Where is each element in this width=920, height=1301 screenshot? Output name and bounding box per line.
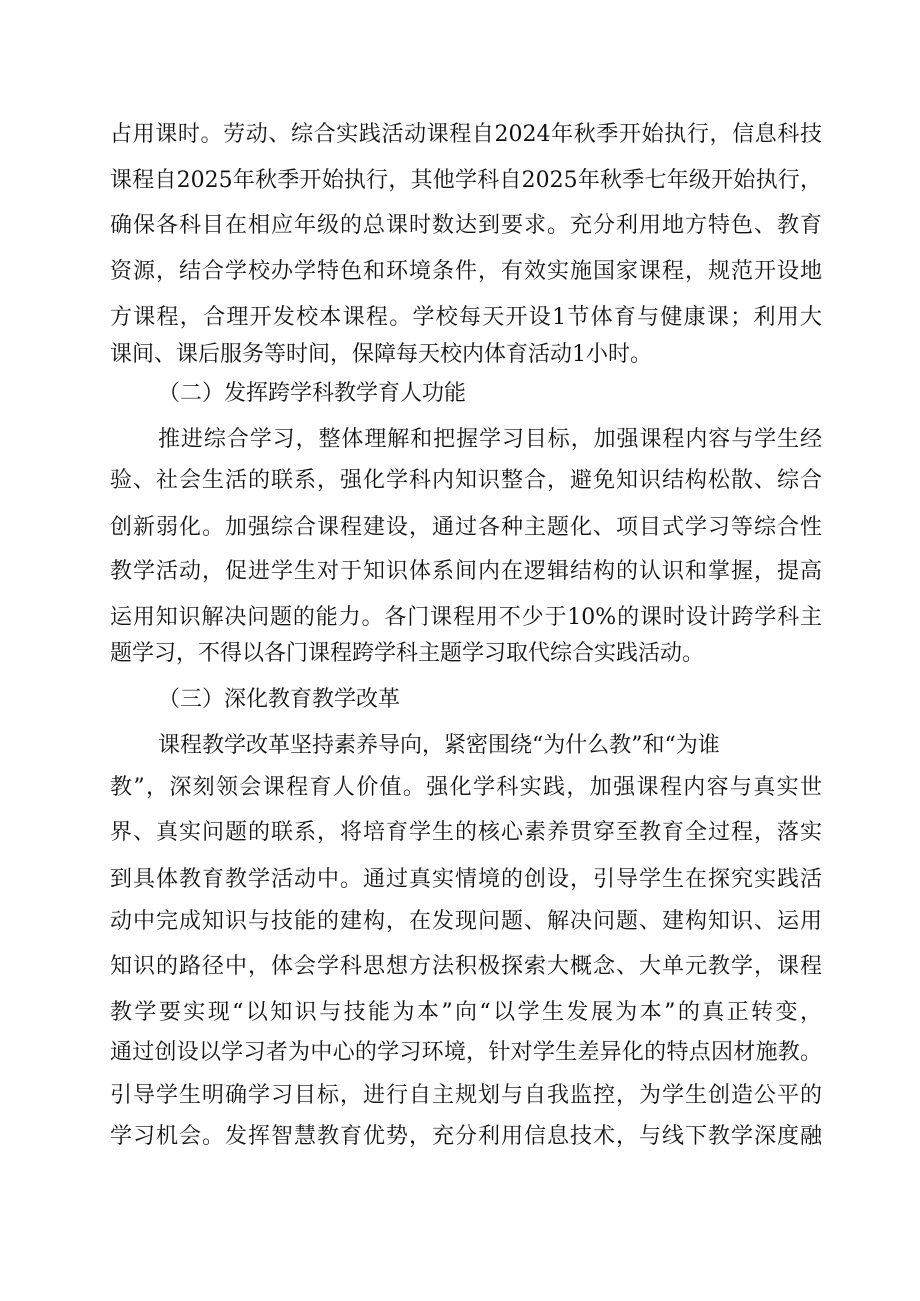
text-line: 资源，结合学校办学特色和环境条件，有效实施国家课程，规范开设地: [110, 259, 822, 284]
section-heading-3: （三）深化教育教学改革: [158, 687, 401, 712]
text-line: 创新弱化。加强综合课程建设，通过各种主题化、项目式学习等综合性: [110, 515, 822, 540]
section-heading-2: （二）发挥跨学科教学育人功能: [158, 381, 467, 406]
text-line: 方课程，合理开发校本课程。学校每天开设1节体育与健康课；利用大: [110, 305, 822, 330]
text-line: 课间、课后服务等时间，保障每天校内体育活动1小时。: [110, 342, 652, 367]
text-line: 题学习，不得以各门课程跨学科主题学习取代综合实践活动。: [110, 641, 705, 666]
text-line: 验、社会生活的联系，强化学科内知识整合，避免知识结构松散、综合: [110, 468, 822, 493]
text-line: 占用课时。劳动、综合实践活动课程自2024年秋季开始执行，信息科技: [110, 122, 822, 147]
text-line: 教学要实现“以知识与技能为本”向“以学生发展为本”的真正转变，: [110, 1000, 822, 1025]
text-line: 通过创设以学习者为中心的学习环境，针对学生差异化的特点因材施教。: [110, 1040, 822, 1065]
text-line: 知识的路径中，体会学科思想方法积极探索大概念、大单元教学，课程: [110, 954, 822, 979]
text-line: 运用知识解决问题的能力。各门课程用不少于10%的课时设计跨学科主: [110, 605, 822, 630]
text-line: 推进综合学习，整体理解和把握学习目标，加强课程内容与学生经: [158, 427, 822, 452]
text-line: 引导学生明确学习目标，进行自主规划与自我监控，为学生创造公平的: [110, 1083, 822, 1108]
text-line: 动中完成知识与技能的建构，在发现问题、解决问题、建构知识、运用: [110, 909, 822, 934]
text-line: 学习机会。发挥智慧教育优势，充分利用信息技术，与线下教学深度融: [110, 1124, 822, 1149]
text-line: 教学活动，促进学生对于知识体系间内在逻辑结构的认识和掌握，提高: [110, 559, 822, 584]
text-line: 界、真实问题的联系，将培育学生的核心素养贯穿至教育全过程，落实: [110, 820, 822, 845]
text-line: 到具体教育教学活动中。通过真实情境的创设，引导学生在探究实践活: [110, 867, 822, 892]
text-line: 教”，深刻领会课程育人价值。强化学科实践，加强课程内容与真实世: [110, 775, 822, 800]
text-line: 确保各科目在相应年级的总课时数达到要求。充分利用地方特色、教育: [110, 213, 822, 238]
text-line: 课程自2025年秋季开始执行，其他学科自2025年秋季七年级开始执行，: [110, 168, 822, 193]
text-line: 课程教学改革坚持素养导向，紧密围绕“为什么教”和“为谁: [158, 733, 720, 758]
